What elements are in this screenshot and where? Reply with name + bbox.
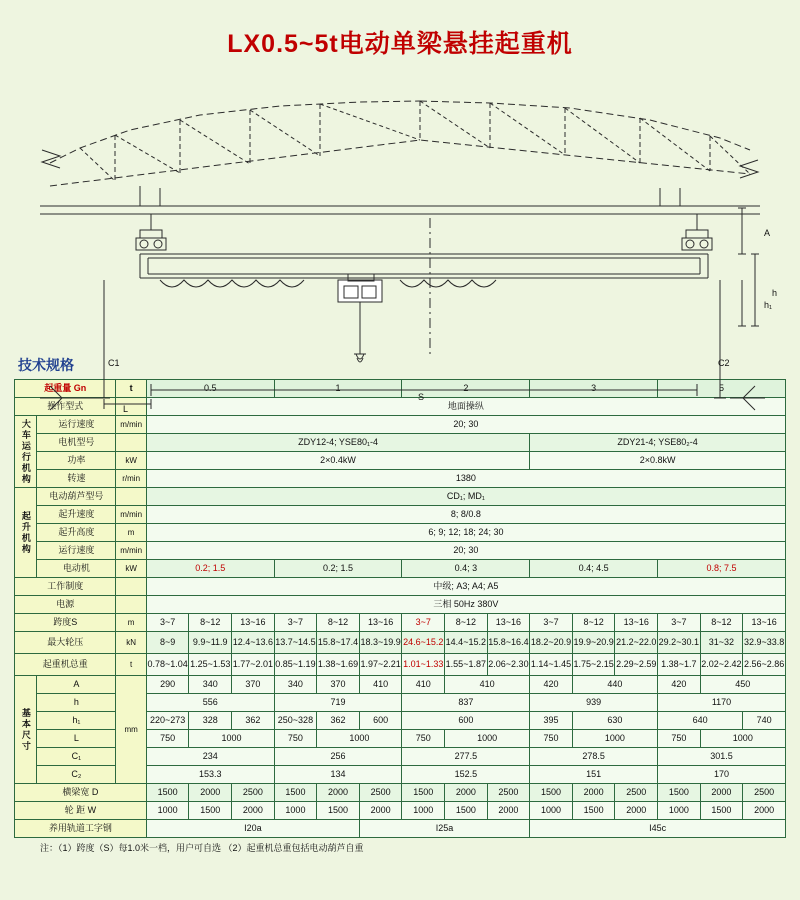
table-row: [15, 802, 786, 820]
span-cell: 13~16: [359, 614, 402, 632]
dim-l-cell: 750: [402, 730, 445, 748]
track-cell: 2500: [487, 784, 530, 802]
row-label-h: h: [37, 694, 116, 712]
wheelbase-cell: 1000: [658, 802, 701, 820]
total-weight-cell: 1.38~1.7: [658, 654, 701, 676]
rail-cell: I45c: [530, 820, 786, 838]
wheelbase-cell: 1000: [530, 802, 573, 820]
row-unit: m: [116, 524, 146, 542]
row-unit: [116, 488, 146, 506]
wheelbase-cell: 2000: [359, 802, 402, 820]
track-cell: 2000: [700, 784, 743, 802]
dim-a-cell: 370: [232, 676, 275, 694]
row-value: 1380: [146, 470, 785, 488]
total-weight-cell: 1.14~1.45: [530, 654, 573, 676]
row-label: 转速: [37, 470, 116, 488]
dim-c1-cell: 301.5: [658, 748, 786, 766]
dim-c2-cell: 151: [530, 766, 658, 784]
row-unit: t: [116, 654, 146, 676]
row-label-c1: C₁: [37, 748, 116, 766]
dim-h-cell: 837: [402, 694, 530, 712]
drawing-label-h1: h₁: [764, 300, 773, 310]
dim-c1-cell: 234: [146, 748, 274, 766]
drawing-label-s: S: [418, 392, 425, 402]
total-weight-cell: 0.85~1.19: [274, 654, 317, 676]
track-cell: 2500: [615, 784, 658, 802]
row-value: 0.8; 7.5: [658, 560, 786, 578]
capacity-2: 2: [402, 380, 530, 398]
wheelbase-cell: 2000: [487, 802, 530, 820]
dim-l-cell: 1000: [700, 730, 785, 748]
row-value: 2×0.4kW: [146, 452, 529, 470]
dim-h1-cell: 600: [402, 712, 530, 730]
wheelbase-cell: 1500: [700, 802, 743, 820]
group-label-dims: 基本尺寸: [15, 676, 37, 784]
span-cell: 3~7: [146, 614, 189, 632]
dim-a-cell: 410: [359, 676, 402, 694]
row-unit: m: [116, 614, 146, 632]
row-label-h1: h₁: [37, 712, 116, 730]
table-row: [15, 524, 786, 542]
drawing-label-c2: C2: [718, 358, 730, 368]
drawing-label-c1: C1: [108, 358, 120, 368]
group-label-travel: 大车运行机构: [15, 416, 37, 488]
dim-l-cell: 750: [658, 730, 701, 748]
dim-a-cell: 340: [189, 676, 232, 694]
dim-h1-cell: 395: [530, 712, 573, 730]
row-value: 0.2; 1.5: [146, 560, 274, 578]
section-heading: 技术规格: [18, 357, 74, 373]
dim-l-cell: 1000: [189, 730, 274, 748]
total-weight-cell: 1.25~1.53: [189, 654, 232, 676]
dim-c2-cell: 153.3: [146, 766, 274, 784]
wheel-pressure-cell: 8~9: [146, 632, 189, 654]
wheel-pressure-cell: 32.9~33.8: [743, 632, 786, 654]
table-row: [15, 654, 786, 676]
wheelbase-cell: 1500: [445, 802, 488, 820]
wheelbase-cell: 2000: [743, 802, 786, 820]
table-row: [15, 452, 786, 470]
span-cell: 8~12: [189, 614, 232, 632]
wheel-pressure-cell: 15.8~17.4: [317, 632, 360, 654]
rail-cell: I25a: [359, 820, 529, 838]
page-title: LX0.5~5t电动单梁悬挂起重机: [227, 30, 573, 58]
wheelbase-cell: 1500: [317, 802, 360, 820]
dim-h1-cell: 362: [317, 712, 360, 730]
row-unit: m/min: [116, 416, 146, 434]
table-row-header: [15, 380, 786, 398]
row-value: 20; 30: [146, 416, 785, 434]
total-weight-cell: 1.55~1.87: [445, 654, 488, 676]
row-unit: kW: [116, 452, 146, 470]
row-label: 电源: [15, 596, 116, 614]
row-label-track-width: 横梁宽 D: [15, 784, 147, 802]
row-label-wheelbase: 轮 距 W: [15, 802, 147, 820]
wheel-pressure-cell: 29.2~30.1: [658, 632, 701, 654]
row-unit: [116, 596, 146, 614]
table-row: [15, 560, 786, 578]
table-row: [15, 578, 786, 596]
track-cell: 1500: [530, 784, 573, 802]
span-cell: 13~16: [487, 614, 530, 632]
span-cell: 8~12: [572, 614, 615, 632]
wheel-pressure-cell: 12.4~13.6: [232, 632, 275, 654]
total-weight-cell: 1.75~2.15: [572, 654, 615, 676]
dim-a-cell: 410: [402, 676, 445, 694]
row-value: 0.4; 4.5: [530, 560, 658, 578]
row-label: 工作制度: [15, 578, 116, 596]
dim-h1-cell: 250~328: [274, 712, 317, 730]
row-unit: m/min: [116, 506, 146, 524]
wheel-pressure-cell: 9.9~11.9: [189, 632, 232, 654]
row-label: 电机型号: [37, 434, 116, 452]
row-value: 8; 8/0.8: [146, 506, 785, 524]
table-row: [15, 596, 786, 614]
total-weight-cell: 1.38~1.69: [317, 654, 360, 676]
track-cell: 2000: [189, 784, 232, 802]
row-unit: [116, 398, 146, 416]
span-cell: 3~7: [402, 614, 445, 632]
dim-h1-cell: 328: [189, 712, 232, 730]
row-value: 20; 30: [146, 542, 785, 560]
dim-h-cell: 939: [530, 694, 658, 712]
dim-l-cell: 750: [274, 730, 317, 748]
dim-a-cell: 410: [445, 676, 530, 694]
dim-a-cell: 370: [317, 676, 360, 694]
track-cell: 2500: [232, 784, 275, 802]
row-label: 电动机: [37, 560, 116, 578]
row-label-span: 跨度S: [15, 614, 116, 632]
track-cell: 1500: [402, 784, 445, 802]
row-unit-dims: mm: [116, 676, 146, 784]
span-cell: 3~7: [274, 614, 317, 632]
table-row: [15, 676, 786, 694]
track-cell: 1500: [658, 784, 701, 802]
wheelbase-cell: 2000: [615, 802, 658, 820]
total-weight-cell: 0.78~1.04: [146, 654, 189, 676]
dim-c1-cell: 256: [274, 748, 402, 766]
row-label: 起升高度: [37, 524, 116, 542]
row-value: 三相 50Hz 380V: [146, 596, 785, 614]
dim-a-cell: 420: [658, 676, 701, 694]
spec-table: [14, 379, 786, 838]
wheelbase-cell: 2000: [232, 802, 275, 820]
total-weight-cell: 2.02~2.42: [700, 654, 743, 676]
dim-a-cell: 290: [146, 676, 189, 694]
dim-a-cell: 420: [530, 676, 573, 694]
total-weight-cell: 2.06~2.30: [487, 654, 530, 676]
table-row: [15, 506, 786, 524]
span-cell: 3~7: [658, 614, 701, 632]
table-row: [15, 470, 786, 488]
header-name: 起重量 Gn: [15, 380, 116, 398]
capacity-0: 0.5: [146, 380, 274, 398]
table-row: [15, 398, 786, 416]
span-cell: 13~16: [743, 614, 786, 632]
row-value: CD₁; MD₁: [146, 488, 785, 506]
row-value: ZDY12-4; YSE80₁-4: [146, 434, 529, 452]
wheel-pressure-cell: 13.7~14.5: [274, 632, 317, 654]
row-value: 中级; A3; A4; A5: [146, 578, 785, 596]
wheel-pressure-cell: 14.4~15.2: [445, 632, 488, 654]
dim-c2-cell: 170: [658, 766, 786, 784]
span-cell: 13~16: [615, 614, 658, 632]
row-label: 操作型式: [15, 398, 116, 416]
row-value: ZDY21-4; YSE80₂-4: [530, 434, 786, 452]
span-cell: 8~12: [317, 614, 360, 632]
row-label: 功率: [37, 452, 116, 470]
dim-c1-cell: 278.5: [530, 748, 658, 766]
total-weight-cell: 1.01~1.33: [402, 654, 445, 676]
rail-cell: I20a: [146, 820, 359, 838]
dim-h1-cell: 740: [743, 712, 786, 730]
row-label-total-weight: 起重机总重: [15, 654, 116, 676]
row-unit: [116, 434, 146, 452]
wheel-pressure-cell: 18.3~19.9: [359, 632, 402, 654]
table-row: [15, 542, 786, 560]
track-cell: 2500: [359, 784, 402, 802]
drawing-label-l: L: [123, 404, 129, 414]
dim-c1-cell: 277.5: [402, 748, 530, 766]
table-row: [15, 632, 786, 654]
dim-c2-cell: 134: [274, 766, 402, 784]
span-cell: 8~12: [700, 614, 743, 632]
row-value: 0.2; 1.5: [274, 560, 402, 578]
row-label: 运行速度: [37, 542, 116, 560]
table-row: [15, 784, 786, 802]
row-unit: [116, 578, 146, 596]
dim-l-cell: 1000: [572, 730, 657, 748]
spec-table-wrap: [14, 379, 786, 838]
wheel-pressure-cell: 24.6~15.2: [402, 632, 445, 654]
wheelbase-cell: 1000: [274, 802, 317, 820]
wheelbase-cell: 1000: [402, 802, 445, 820]
row-label-c2: C₂: [37, 766, 116, 784]
capacity-1: 1: [274, 380, 402, 398]
table-row: [15, 434, 786, 452]
dim-a-cell: 450: [700, 676, 785, 694]
track-cell: 2000: [445, 784, 488, 802]
span-cell: 8~12: [445, 614, 488, 632]
drawing-label-h: h: [772, 288, 778, 298]
table-row: [15, 820, 786, 838]
drawing-label-a: A: [764, 228, 771, 238]
table-note: 注：（1）跨度（S）每1.0米一档，用户可自选 （2）起重机总重包括电动葫芦自重: [40, 843, 364, 853]
row-label-rail: 养用轨道工字钢: [15, 820, 147, 838]
wheelbase-cell: 1500: [189, 802, 232, 820]
dim-h-cell: 556: [146, 694, 274, 712]
capacity-3: 3: [530, 380, 658, 398]
row-unit: kN: [116, 632, 146, 654]
track-cell: 2000: [317, 784, 360, 802]
dim-a-cell: 440: [572, 676, 657, 694]
table-row: [15, 488, 786, 506]
row-label-l: L: [37, 730, 116, 748]
dim-h-cell: 1170: [658, 694, 786, 712]
wheelbase-cell: 1500: [572, 802, 615, 820]
row-unit: kW: [116, 560, 146, 578]
track-cell: 1500: [274, 784, 317, 802]
wheel-pressure-cell: 18.2~20.9: [530, 632, 573, 654]
wheel-pressure-cell: 19.9~20.9: [572, 632, 615, 654]
row-unit: r/min: [116, 470, 146, 488]
dim-h1-cell: 220~273: [146, 712, 189, 730]
total-weight-cell: 1.77~2.01: [232, 654, 275, 676]
row-label: 起升速度: [37, 506, 116, 524]
wheel-pressure-cell: 31~32: [700, 632, 743, 654]
dim-h1-cell: 640: [658, 712, 743, 730]
track-cell: 2000: [572, 784, 615, 802]
total-weight-cell: 2.56~2.86: [743, 654, 786, 676]
header-unit: t: [116, 380, 146, 398]
total-weight-cell: 1.97~2.21: [359, 654, 402, 676]
row-label-wheel-pressure: 最大轮压: [15, 632, 116, 654]
dim-l-cell: 1000: [445, 730, 530, 748]
dim-c2-cell: 152.5: [402, 766, 530, 784]
dim-l-cell: 750: [146, 730, 189, 748]
wheelbase-cell: 1000: [146, 802, 189, 820]
dim-h1-cell: 362: [232, 712, 275, 730]
span-cell: 13~16: [232, 614, 275, 632]
row-label-a: A: [37, 676, 116, 694]
table-row: [15, 416, 786, 434]
group-label-hoist: 起升机构: [15, 488, 37, 578]
capacity-4: 5: [658, 380, 786, 398]
dim-h1-cell: 630: [572, 712, 657, 730]
dim-a-cell: 340: [274, 676, 317, 694]
row-value: 0.4; 3: [402, 560, 530, 578]
total-weight-cell: 2.29~2.59: [615, 654, 658, 676]
dim-h-cell: 719: [274, 694, 402, 712]
table-row: [15, 614, 786, 632]
span-cell: 3~7: [530, 614, 573, 632]
row-unit: m/min: [116, 542, 146, 560]
wheel-pressure-cell: 21.2~22.0: [615, 632, 658, 654]
track-cell: 2500: [743, 784, 786, 802]
row-value: 6; 9; 12; 18; 24; 30: [146, 524, 785, 542]
wheel-pressure-cell: 15.8~16.4: [487, 632, 530, 654]
dim-h1-cell: 600: [359, 712, 402, 730]
dim-l-cell: 750: [530, 730, 573, 748]
dim-l-cell: 1000: [317, 730, 402, 748]
row-label: 运行速度: [37, 416, 116, 434]
track-cell: 1500: [146, 784, 189, 802]
row-value: 2×0.8kW: [530, 452, 786, 470]
row-label: 电动葫芦型号: [37, 488, 116, 506]
row-value: 地面操纵: [146, 398, 785, 416]
